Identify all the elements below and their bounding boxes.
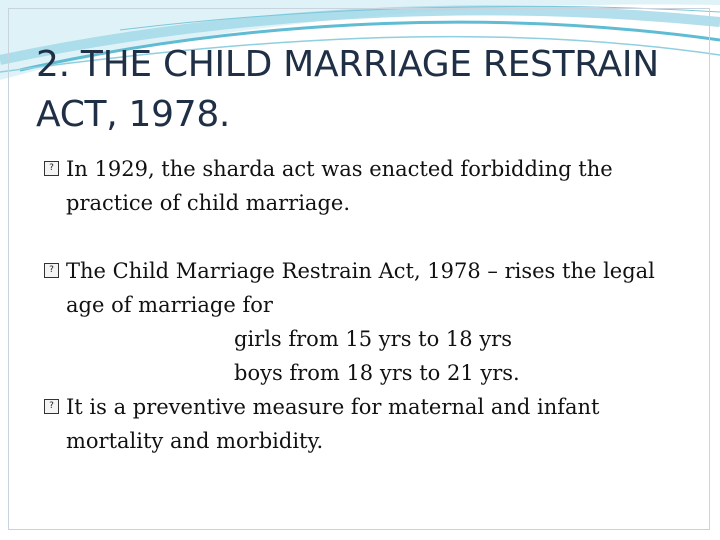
bullet-point-2 (44, 254, 704, 390)
missing-glyph-bullet-icon: ? (44, 263, 59, 278)
bullet-1-line-2: practice of child marriage. (66, 191, 351, 215)
bullet-2-line-1: The Child Marriage Restrain Act, 1978 – rises the legal (66, 259, 655, 283)
bullet-2-boys-age: boys from 18 yrs to 21 yrs. (234, 361, 520, 385)
bullet-3-line-1: It is a preventive measure for maternal and infant (66, 395, 600, 419)
bullet-2-line-2: age of marriage for (66, 293, 273, 317)
slide-body (44, 152, 704, 458)
bullet-point-3 (44, 390, 704, 458)
bullet-point-1 (44, 152, 704, 220)
missing-glyph-bullet-icon: ? (44, 161, 59, 176)
title-line-2: ACT, 1978. (36, 94, 231, 135)
bullet-2-girls-age: girls from 15 yrs to 18 yrs (234, 327, 512, 351)
title-line-1: 2. THE CHILD MARRIAGE RESTRAIN (36, 44, 659, 85)
missing-glyph-bullet-icon: ? (44, 399, 59, 414)
bullet-3-line-2: mortality and morbidity. (66, 429, 324, 453)
bullet-1-line-1: In 1929, the sharda act was enacted forbidding the (66, 157, 613, 181)
slide-title (36, 40, 696, 140)
